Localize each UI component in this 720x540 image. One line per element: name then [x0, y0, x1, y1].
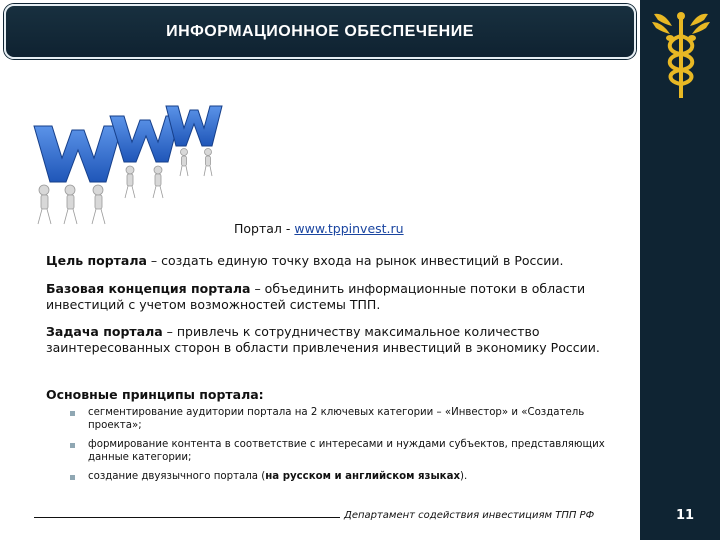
- paragraph-concept-text: – объединить информационные потоки в области инвестиций с учетом возможностей системы ТПП.: [46, 281, 586, 312]
- paragraph-concept-title: Базовая концепция портала: [46, 281, 251, 296]
- paragraph-task-text: – привлечь к сотрудничеству максимальное количество заинтересованных сторон в области привлечения инвестиций в экономику России.: [46, 324, 600, 355]
- tpp-logo-icon: [650, 8, 712, 100]
- bullet-square-icon: [70, 443, 75, 448]
- footer-text: Департамент содействия инвестициям ТПП РФ: [344, 510, 595, 521]
- footer: [34, 510, 634, 521]
- list-item: [70, 439, 636, 464]
- principle-text: сегментирование аудитории портала на 2 ключевых категории – «Инвестор» и «Создатель проекта»;: [88, 407, 585, 431]
- page-title: ИНФОРМАЦИОННОЕ ОБЕСПЕЧЕНИЕ: [166, 23, 474, 40]
- portal-link[interactable]: www.tppinvest.ru: [294, 221, 404, 236]
- principle-text: создание двуязычного портала (: [88, 471, 266, 482]
- principle-tail: ).: [460, 471, 468, 482]
- principles-list: [70, 407, 636, 491]
- portal-line: [234, 221, 404, 236]
- paragraph-goal-text: – создать единую точку входа на рынок инвестиций в России.: [146, 253, 564, 268]
- paragraph-task: [46, 324, 636, 356]
- paragraph-principles-title: Основные принципы портала:: [46, 387, 264, 402]
- paragraph-goal-title: Цель портала: [46, 253, 147, 268]
- title-bar: [4, 4, 636, 59]
- list-item: [70, 407, 636, 432]
- bullet-square-icon: [70, 411, 75, 416]
- footer-rule: [34, 517, 340, 518]
- bullet-square-icon: [70, 475, 75, 480]
- paragraph-concept: [46, 281, 636, 313]
- principle-bold: на русском и английском языках: [265, 471, 461, 482]
- paragraph-principles: [46, 387, 636, 403]
- portal-label: Портал -: [234, 221, 291, 236]
- paragraph-goal: [46, 253, 636, 269]
- people-carrying-www-illustration: [6, 86, 234, 236]
- page-number: 11: [675, 508, 695, 523]
- principle-text: формирование контента в соответствие с интересами и нуждами субъектов, представляющих данные категории;: [88, 439, 605, 463]
- paragraph-task-title: Задача портала: [46, 324, 163, 339]
- list-item: [70, 471, 636, 484]
